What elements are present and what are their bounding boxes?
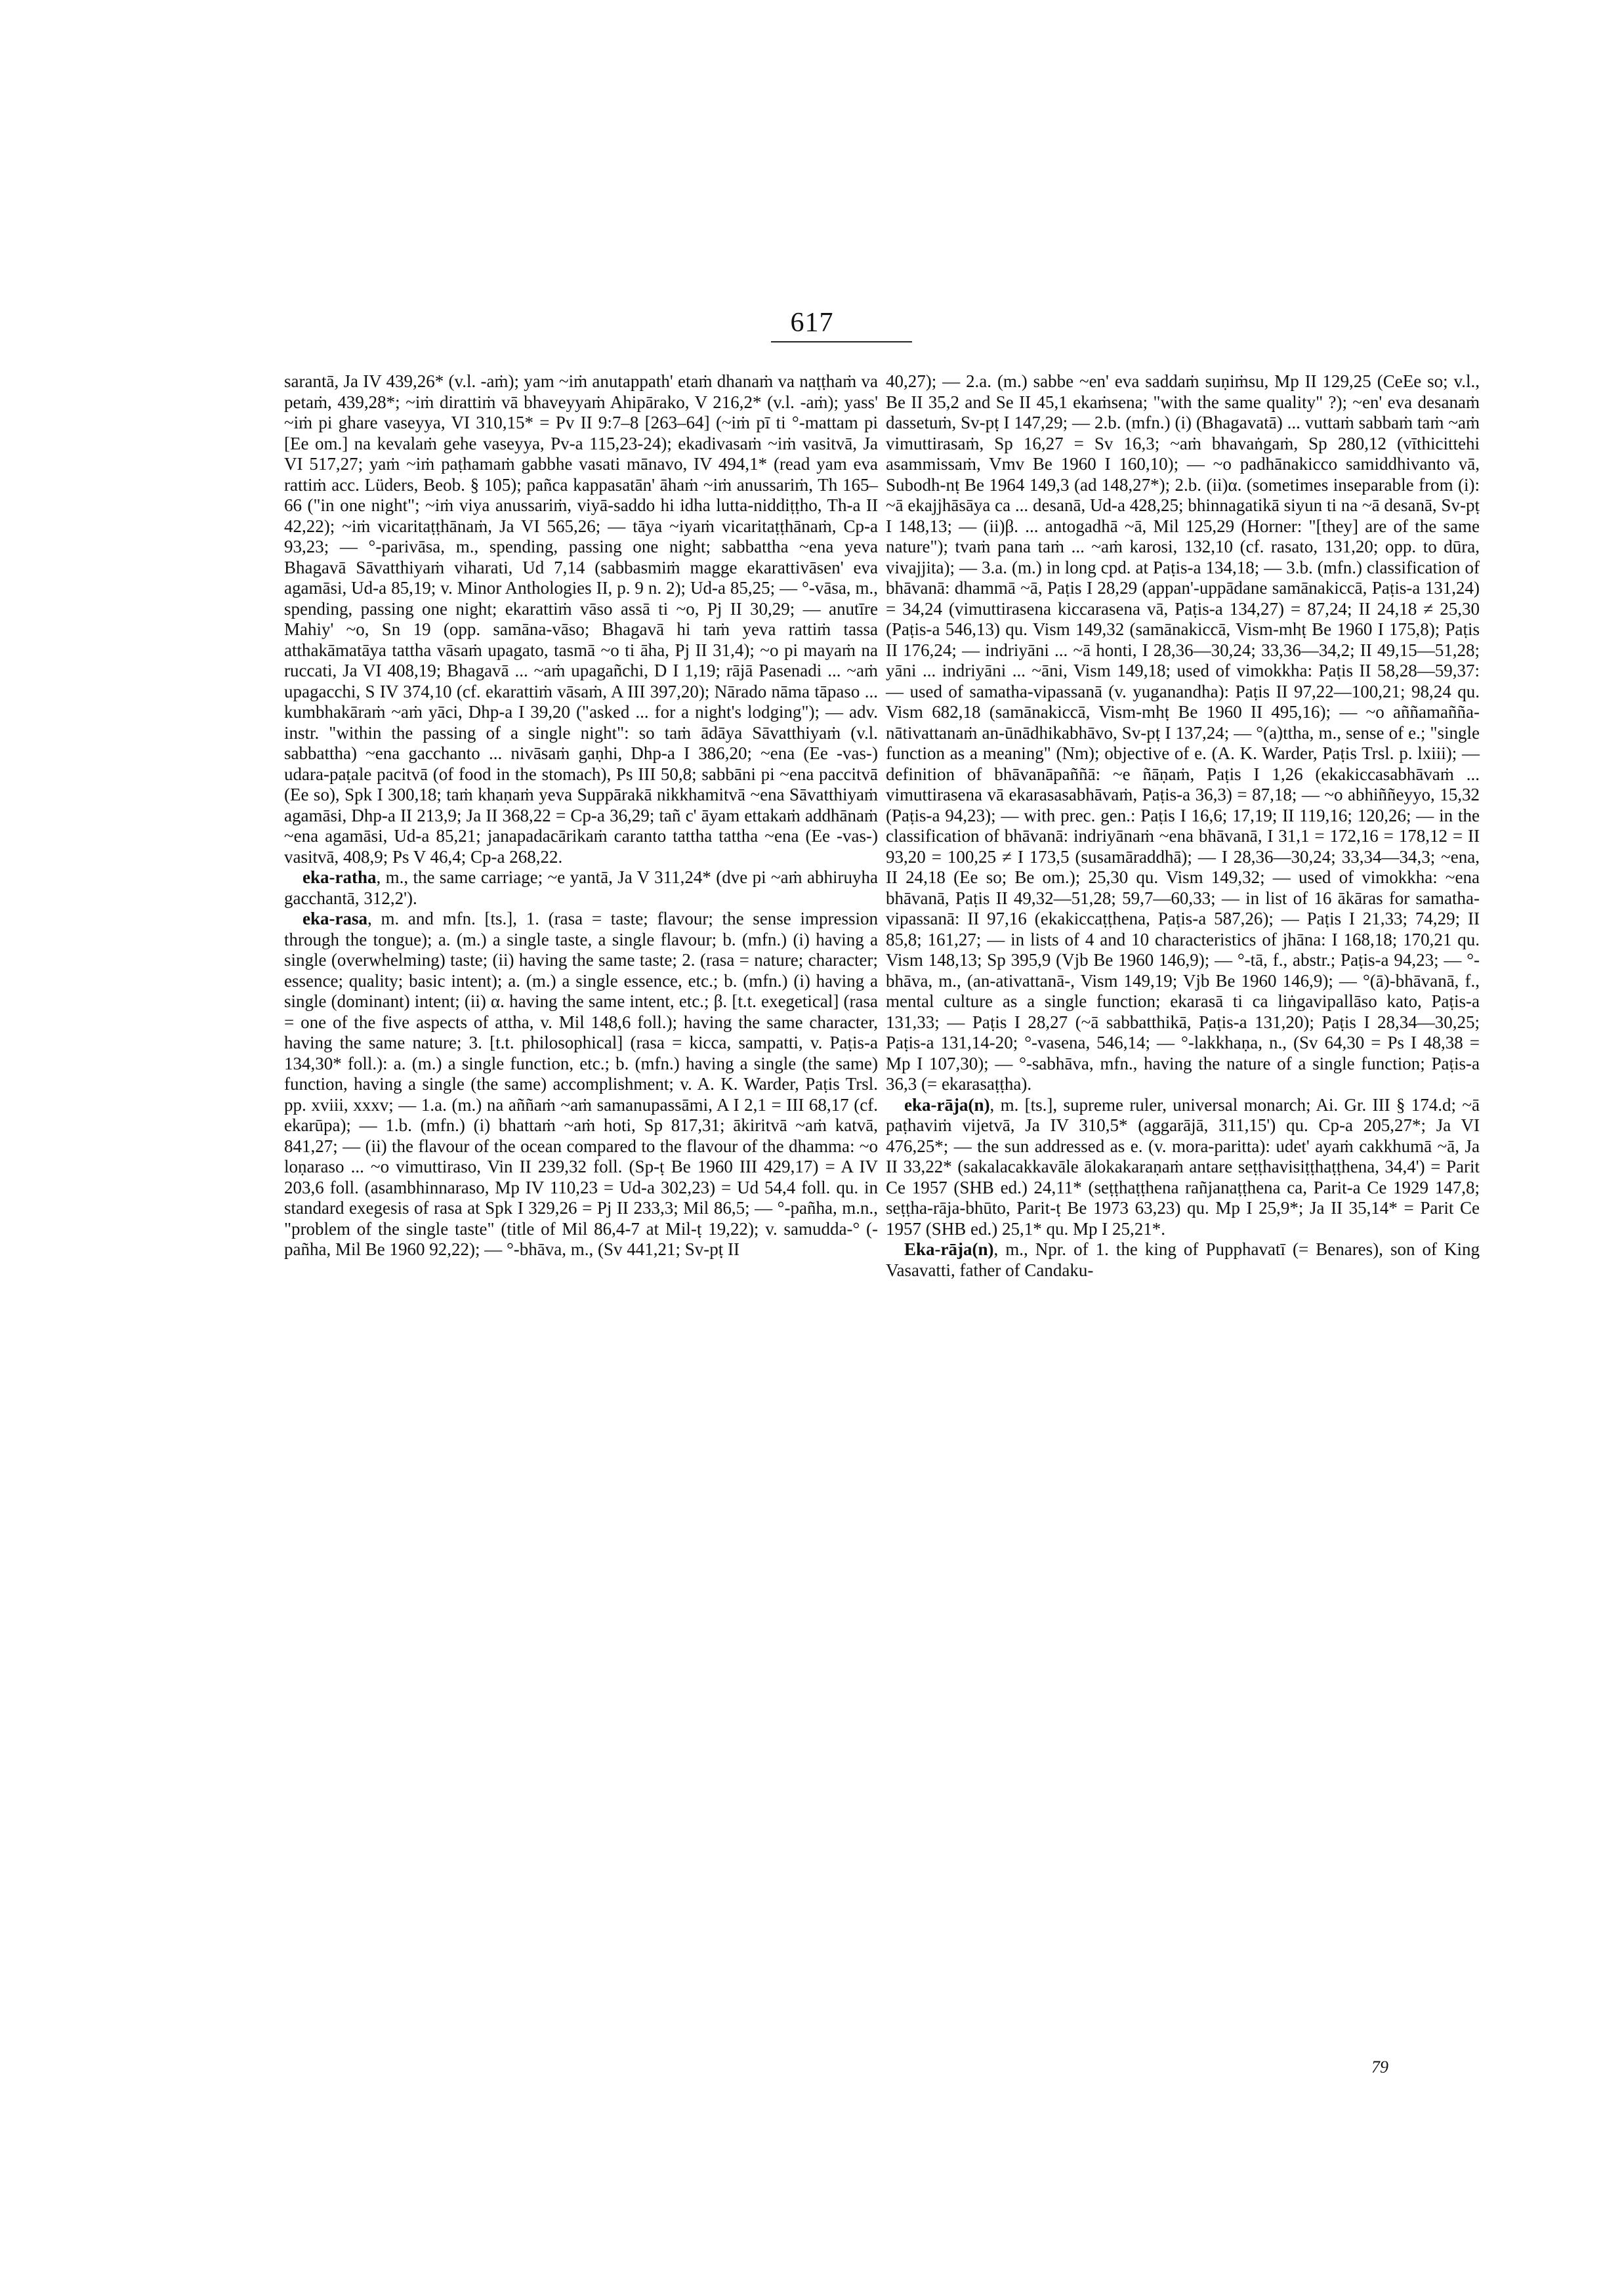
entry-headword: Eka-rāja(n)	[904, 1239, 994, 1259]
dictionary-entry	[284, 909, 878, 1260]
dictionary-entry	[886, 1095, 1480, 1240]
entry-body: , m. [ts.], supreme ruler, universal monarch; Ai. Gr. III § 174.d; ~ā paṭhaviṁ vijetvā, Ja IV 310,5* (aggarājā, 311,15') qu. Cp-a 205,27*; Ja VI 476,25*; — the sun addressed as e. (v. mora-paritta): udet' ayaṁ cakkhumā ~ā, Ja II 33,22* (sakalacakkavāle ālokakaraṇaṁ antare seṭṭhavisiṭṭhaṭṭhena, 34,4') = Parit Ce 1957 (SHB ed.) 24,11* (seṭṭhaṭṭhena rañjanaṭṭhena ca, Parit-a Ce 1929 147,8; seṭṭha-rāja-bhūto, Parit-ṭ Be 1973 63,23) qu. Mp I 25,9*; Ja II 35,14* = Parit Ce 1957 (SHB ed.) 25,1* qu. Mp I 25,21*.	[886, 1094, 1480, 1239]
entry-body: 40,27); — 2.a. (m.) sabbe ~en' eva saddaṁ suṇiṁsu, Mp II 129,25 (CeEe so; v.l., Be II 35,2 and Se II 45,1 ekaṁsena; "with the same quality" ?); ~en' eva desanaṁ dassetuṁ, Sv-pṭ I 147,29; — 2.b. (mfn.) (i) (Bhagavatā) ... vuttaṁ sabbaṁ taṁ ~aṁ vimuttirasaṁ, Sp 16,27 = Sv 16,3; ~aṁ bhavaṅgaṁ, Sp 280,12 (vīthicittehi asammissaṁ, Vmv Be 1960 I 160,10); — ~o padhānakicco samiddhivanto vā, Subodh-nṭ Be 1964 149,3 (ad 148,27*); 2.b. (ii)α. (sometimes inseparable from (i): ~ā ekajjhāsāya ca ... desanā, Ud-a 428,25; bhinnagatikā siyun ti na ~ā desanā, Sv-pṭ I 148,13; — (ii)β. ... antogadhā ~ā, Mil 125,29 (Horner: "[they] are of the same nature"); tvaṁ pana taṁ ... ~aṁ karosi, 132,10 (cf. rasato, 131,20; opp. to dūra, vivajjita); — 3.a. (m.) in long cpd. at Paṭis-a 134,18; — 3.b. (mfn.) classification of bhāvanā: dhammā ~ā, Paṭis I 28,29 (appan'-uppādane samānakiccā, Paṭis-a 131,24) = 34,24 (vimuttirasena kiccarasena vā, Paṭis-a 134,27) = 87,24; II 24,18 ≠ 25,30 (Paṭis-a 546,13) qu. Vism 149,32 (samānakiccā, Vism-mhṭ Be 1960 I 175,8); Paṭis II 176,24; — indriyāni ... ~ā honti, I 28,36—30,24; 33,36—34,2; II 49,15—51,28; yāni ... indriyāni ... ~āni, Vism 149,18; used of vimokkha: Paṭis II 58,28—59,37: — used of samatha-vipassanā (v. yuganandha): Paṭis II 97,22—100,21; 98,24 qu. Vism 682,18 (samānakiccā, Vism-mhṭ Be 1960 II 495,16); — ~o aññamañña-nātivattanaṁ an-ūnādhikabhāvo, Sv-pṭ I 137,24; — °(a)ttha, m., sense of e.; "single function as a meaning" (Nm); objective of e. (A. K. Warder, Paṭis Trsl. p. lxiii); — definition of bhāvanāpaññā: ~e ñāṇaṁ, Paṭis I 1,26 (ekakiccasabhāvaṁ ... vimuttirasena vā ekarasasabhāvaṁ, Paṭis-a 36,3) = 87,18; — ~o abhiññeyyo, 15,32 (Paṭis-a 94,23); — with prec. gen.: Paṭis I 16,6; 17,19; II 119,16; 120,26; — in the classification of bhāvanā: indriyānaṁ ~ena bhāvanā, I 31,1 = 172,16 = 178,12 = II 93,20 = 100,25 ≠ I 173,5 (susamāraddhā); — I 28,36—30,24; 33,34—34,3; ~ena, II 24,18 (Ee so; Be om.); 25,30 qu. Vism 149,32; — used of vimokkha: ~ena bhāvanā, Paṭis II 49,32—51,28; 59,7—60,33; — in list of 16 ākāras for samatha-vipassanā: II 97,16 (ekakiccaṭṭhena, Paṭis-a 587,26); — Paṭis I 21,33; 74,29; II 85,8; 161,27; — in lists of 4 and 10 characteristics of jhāna: I 168,18; 170,21 qu. Vism 148,13; Sp 395,9 (Vjb Be 1960 146,9); — °-tā, f., abstr.; Paṭis-a 94,23; — °-bhāva, m., (an-ativattanā-, Vism 149,19; Vjb Be 1960 146,9); — °(ā)-bhāvanā, f., mental culture as a single function; ekarasā ti ca liṅgavipallāso kato, Paṭis-a 131,33; — Paṭis I 28,27 (~ā sabbatthikā, Paṭis-a 131,20); Paṭis I 28,34—30,25; Paṭis-a 131,14-20; °-vasena, 546,14; — °-lakkhaṇa, n., (Sv 64,30 = Ps I 48,38 = Mp I 107,30); — °-sabhāva, mfn., having the nature of a single function; Paṭis-a 36,3 (= ekarasaṭṭha).	[886, 371, 1480, 1094]
left-column	[284, 371, 878, 1260]
entry-body: , m., Npr. of 1. the king of Pupphavatī (= Benares), son of King Vasavatti, father of Candaku-	[886, 1239, 1480, 1280]
entry-body: sarantā, Ja IV 439,26* (v.l. -aṁ); yam ~iṁ anutappath' etaṁ dhanaṁ va naṭṭhaṁ va petaṁ, 439,28*; ~iṁ dirattiṁ vā bhaveyyaṁ Ahipārako, V 216,2* (v.l. -aṁ); yass' ~iṁ pi ghare vaseyya, VI 310,15* = Pv II 9:7–8 [263–64] (~iṁ pī ti °-mattam pi [Ee om.] na kevalaṁ gehe vaseyya, Pv-a 115,23-24); ekadivasaṁ ~iṁ vasitvā, Ja VI 517,27; yaṁ ~iṁ paṭhamaṁ gabbhe vasati mānavo, IV 494,1* (read yam eva rattiṁ acc. Lüders, Beob. § 105); pañca kappasatān' āhaṁ ~iṁ anussariṁ, Th 165–66 ("in one night"; ~iṁ viya anussariṁ, viyā-saddo hi idha lutta-niddiṭṭho, Th-a II 42,22); ~iṁ vicaritaṭṭhānaṁ, Ja VI 565,26; — tāya ~iyaṁ vicaritaṭṭhānaṁ, Cp-a 93,23; — °-parivāsa, m., spending, passing one night; sabbattha ~ena yeva Bhagavā Sāvatthiyaṁ viharati, Ud 7,14 (sabbasmiṁ magge ekarattivāsen' eva agamāsi, Ud-a 85,19; v. Minor Anthologies II, p. 9 n. 2); Ud-a 85,25; — °-vāsa, m., spending, passing one night; ekarattiṁ vāso assā ti ~o, Pj II 30,29; — anutīre Mahiy' ~o, Sn 19 (opp. samāna-vāso; Bhagavā hi taṁ yeva rattiṁ tassa atthakāmatāya tattha vāsaṁ upagato, tasmā ~o ti āha, Pj II 31,4); ~o pi mayaṁ na ruccati, Ja VI 408,19; Bhagavā ... ~aṁ upagañchi, D I 1,19; rājā Pasenadi ... ~aṁ upagacchi, S IV 374,10 (cf. ekarattiṁ vāsaṁ, A III 397,20); Nārado nāma tāpaso ... kumbhakāraṁ ~aṁ yāci, Dhp-a I 39,20 ("asked ... for a night's lodging"); — adv. instr. "within the passing of a single night": so taṁ ādāya Sāvatthiyaṁ (v.l. sabbattha) ~ena gacchanto ... nivāsaṁ gaṇhi, Dhp-a I 386,20; ~ena (Ee -vas-) udara-paṭale pacitvā (of food in the stomach), Ps III 50,8; sabbāni pi ~ena paccitvā (Ee so), Spk I 300,18; taṁ khaṇaṁ yeva Suppārakā nikkhamitvā ~ena Sāvatthiyaṁ agamāsi, Dhp-a II 213,9; Ja II 368,22 = Cp-a 36,29; tañ c' āyam ettakaṁ addhānaṁ ~ena agamāsi, Ud-a 85,21; janapadacārikaṁ caranto tattha tattha ~ena (Ee -vas-) vasitvā, 408,9; Ps V 46,4; Cp-a 268,22.	[284, 371, 878, 867]
page-number: 617	[790, 308, 834, 338]
dictionary-entry	[284, 867, 878, 909]
page-number-rule	[771, 341, 912, 342]
entry-body: , m. and mfn. [ts.], 1. (rasa = taste; flavour; the sense impression through the tongue); a. (m.) a single taste, a single flavour; b. (mfn.) (i) having a single (overwhelming) taste; (ii) having the same taste; 2. (rasa = nature; character; essence; quality; basic intent); a. (m.) a single essence, etc.; b. (mfn.) (i) having a single (dominant) intent; (ii) α. having the same intent, etc.; β. [t.t. exegetical] (rasa = one of the five aspects of attha, v. Mil 148,6 foll.); having the same character, having the same nature; 3. [t.t. philosophical] (rasa = kicca, sampatti, v. Paṭis-a 134,30* foll.): a. (m.) a single function, etc.; b. (mfn.) having a single (the same) function, having a single (the same) accomplishment; v. A. K. Warder, Paṭis Trsl. pp. xviii, xxxv; — 1.a. (m.) na aññaṁ ~aṁ samanupassāmi, A I 2,1 = III 68,17 (cf. ekarūpa); — 1.b. (mfn.) (i) bhattaṁ ~aṁ hoti, Sp 817,31; ākiritvā ~aṁ katvā, 841,27; — (ii) the flavour of the ocean compared to the flavour of the dhamma: ~o loṇaraso ... ~o vimuttiraso, Vin II 239,32 foll. (Sp-ṭ Be 1960 III 429,17) = A IV 203,6 foll. (asambhinnaraso, Mp IV 110,23 = Ud-a 302,23) = Ud 54,4 foll. qu. in standard exegesis of rasa at Spk I 329,26 = Pj II 233,3; Mil 86,5; — °-pañha, m.n., "problem of the single taste" (title of Mil 86,4-7 at Mil-ṭ 19,22); v. samudda-° (-pañha, Mil Be 1960 92,22); — °-bhāva, m., (Sv 441,21; Sv-pṭ II	[284, 909, 878, 1259]
entry-continuation	[886, 371, 1480, 1095]
dictionary-entry	[886, 1239, 1480, 1281]
entry-headword: eka-ratha	[302, 867, 377, 887]
signature-mark: 79	[1371, 2057, 1388, 2077]
right-column	[886, 371, 1480, 1281]
entry-body: , m., the same carriage; ~e yantā, Ja V 311,24* (dve pi ~aṁ abhiruyha gacchantā, 312,2').	[284, 867, 878, 908]
entry-headword: eka-rāja(n)	[904, 1094, 990, 1115]
entry-continuation	[284, 371, 878, 867]
entry-headword: eka-rasa	[302, 909, 367, 928]
